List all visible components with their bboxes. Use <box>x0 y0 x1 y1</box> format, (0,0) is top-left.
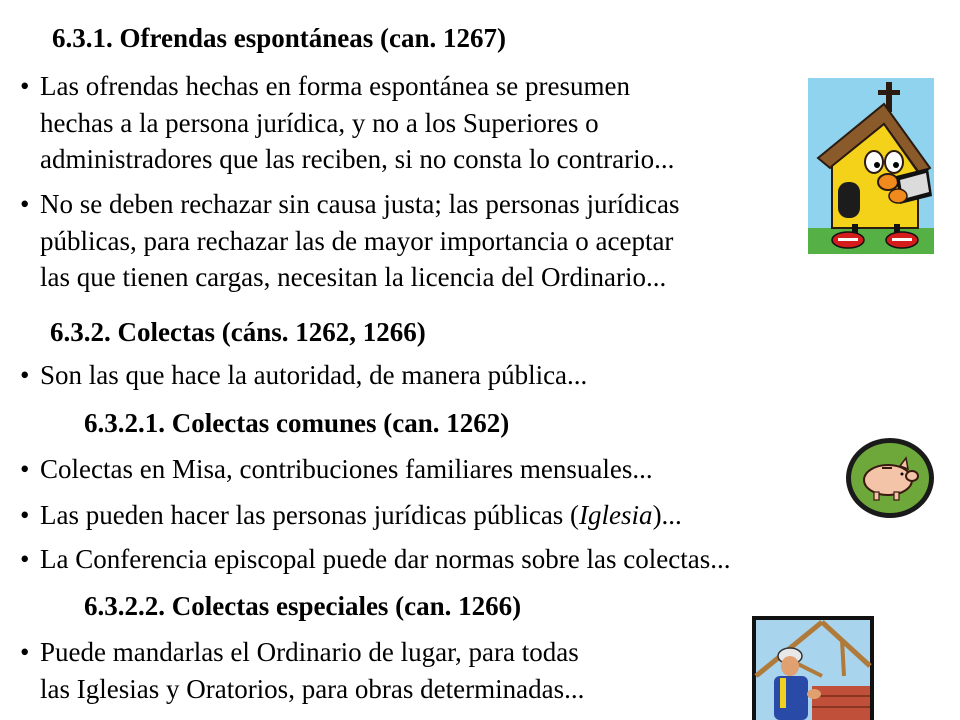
bullet-colectas-misa: Colectas en Misa, contribuciones familiares mensuales... <box>40 454 653 484</box>
bullet-marker: • <box>20 360 30 390</box>
bullet-conferencia: La Conferencia episcopal puede dar normas sobre las colectas... <box>40 544 731 574</box>
bullet-personas-juridicas <box>40 497 682 534</box>
bullet-marker: • <box>20 500 30 530</box>
text-line: No se deben rechazar sin causa justa; las personas jurídicas <box>40 189 680 219</box>
heading-colectas: 6.3.2. Colectas (cáns. 1262, 1266) <box>50 317 426 347</box>
text-line: hechas a la persona jurídica, y no a los Superiores o <box>40 107 599 138</box>
text-segment: )... <box>652 500 682 530</box>
heading-colectas-comunes: 6.3.2.1. Colectas comunes (can. 1262) <box>84 408 510 438</box>
heading-colectas-especiales: 6.3.2.2. Colectas especiales (can. 1266) <box>84 591 522 621</box>
bullet-autoridad: Son las que hace la autoridad, de manera pública... <box>40 360 588 390</box>
piggy-bank-badge-image <box>842 436 938 520</box>
text-line: las que tienen cargas, necesitan la licencia del Ordinario... <box>40 262 667 292</box>
italic-iglesia: Iglesia <box>579 500 653 530</box>
text-segment: Las pueden hacer las personas jurídicas públicas ( <box>40 500 580 530</box>
text-line: administradores que las reciben, si no consta lo contrario... <box>40 144 675 174</box>
text-line: públicas, para rechazar las de mayor importancia o aceptar <box>40 225 674 256</box>
text-line: Las ofrendas hechas en forma espontánea se presumen <box>40 71 631 101</box>
bullet-ofrendas-presumen <box>40 68 674 178</box>
bullet-marker: • <box>20 637 30 667</box>
bullet-marker: • <box>20 544 30 574</box>
church-character-image <box>808 78 934 254</box>
bullet-marker: • <box>20 71 30 101</box>
heading-ofrendas: 6.3.1. Ofrendas espontáneas (can. 1267) <box>52 23 507 53</box>
construction-worker-image <box>752 616 874 720</box>
bullet-ordinario-lugar <box>40 634 584 707</box>
bullet-marker: • <box>20 454 30 484</box>
text-line: Puede mandarlas el Ordinario de lugar, para todas <box>40 637 579 667</box>
text-line: las Iglesias y Oratorios, para obras determinadas... <box>40 673 585 704</box>
bullet-marker: • <box>20 189 30 219</box>
bullet-no-rechazar <box>40 186 680 296</box>
